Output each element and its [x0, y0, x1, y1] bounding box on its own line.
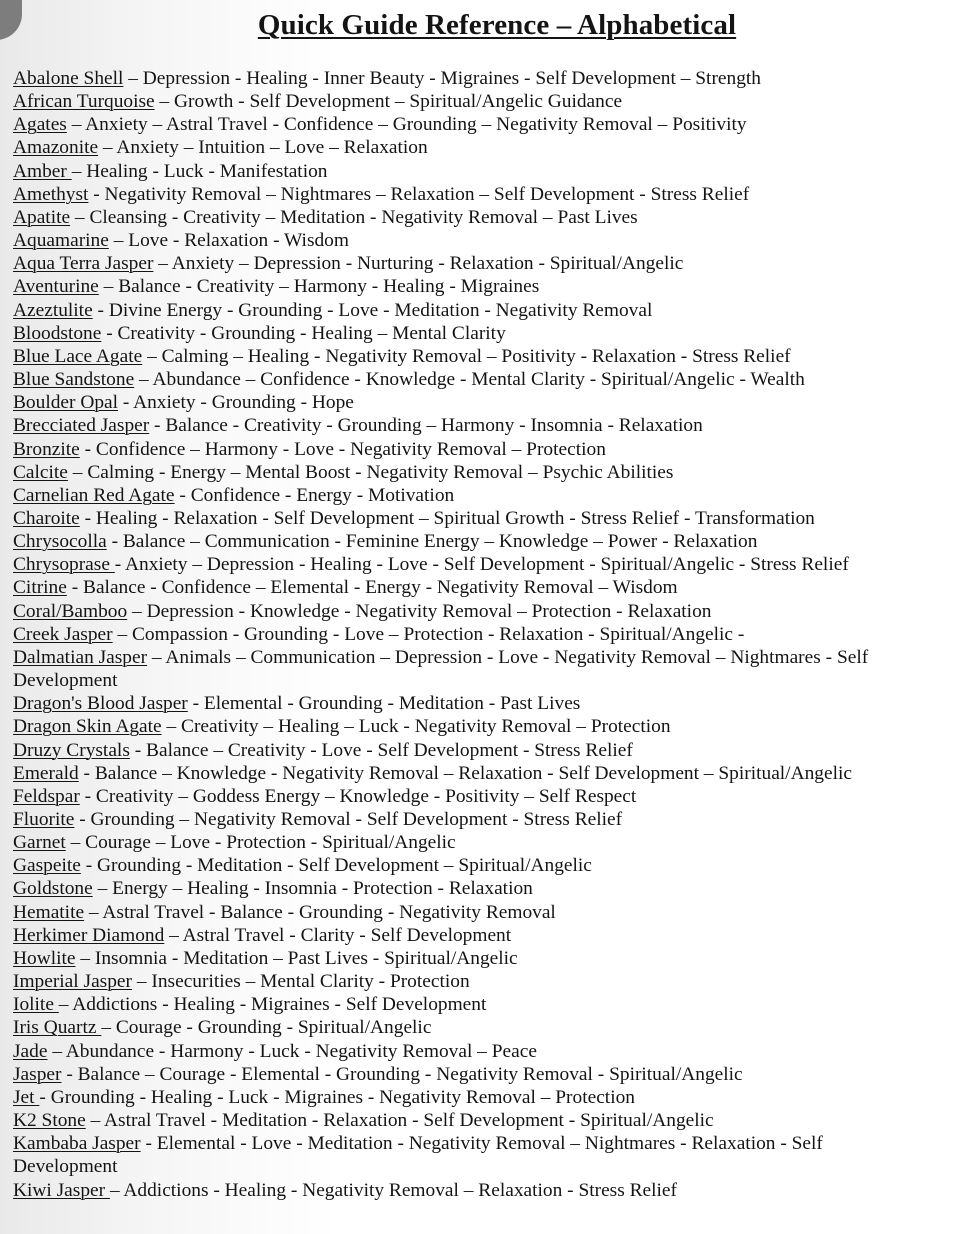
crystal-properties: – Astral Travel - Meditation - Relaxation - Self Development - Spiritual/Angelic	[85, 1110, 714, 1132]
list-item	[13, 924, 918, 947]
list-item	[13, 530, 918, 553]
crystal-properties: - Balance – Courage - Elemental - Grounding - Negativity Removal - Spiritual/Angelic	[61, 1063, 743, 1085]
crystal-properties: - Anxiety – Depression - Healing - Love - Self Development - Spiritual/Angelic - Stress Relief	[114, 554, 849, 576]
list-item	[13, 391, 918, 414]
crystal-name: Charoite	[13, 507, 80, 529]
crystal-properties: - Grounding – Negativity Removal - Self Development - Stress Relief	[74, 809, 623, 830]
crystal-properties: – Calming - Energy – Mental Boost - Negativity Removal – Psychic Abilities	[67, 461, 674, 483]
crystal-name: Kiwi Jasper	[13, 1179, 110, 1201]
crystal-properties: – Addictions - Healing - Negativity Removal – Relaxation - Stress Relief	[109, 1179, 677, 1201]
crystal-properties: - Confidence - Energy - Motivation	[174, 484, 455, 506]
list-item	[13, 762, 918, 785]
list-item	[13, 1063, 918, 1086]
list-item	[13, 715, 918, 738]
crystal-properties: – Anxiety – Astral Travel - Confidence – Grounding – Negativity Removal – Positivity	[66, 114, 747, 136]
crystal-name: Emerald	[13, 762, 79, 784]
list-item	[13, 229, 918, 252]
crystal-name: Calcite	[13, 461, 68, 483]
crystal-properties: – Astral Travel - Balance - Grounding - Negativity Removal	[84, 901, 556, 923]
crystal-properties: - Elemental - Grounding - Meditation - Past Lives	[187, 693, 581, 715]
list-item	[13, 1109, 918, 1132]
crystal-properties: – Love - Relaxation - Wisdom	[108, 230, 349, 252]
list-item	[13, 67, 918, 90]
list-item	[13, 484, 918, 507]
crystal-properties: – Addictions - Healing - Migraines - Self Development	[58, 994, 487, 1016]
crystal-name: Agates	[13, 114, 67, 136]
list-item	[13, 947, 918, 970]
crystal-properties: - Balance - Confidence – Elemental - Energy - Negativity Removal – Wisdom	[66, 577, 678, 599]
crystal-name: Garnet	[13, 832, 66, 854]
crystal-name: Jasper	[13, 1063, 62, 1085]
list-item	[13, 901, 918, 924]
crystal-name: Imperial Jasper	[13, 971, 132, 993]
crystal-name: Abalone Shell	[13, 68, 124, 89]
crystal-name: Dragon Skin Agate	[13, 716, 162, 738]
crystal-properties: - Negativity Removal – Nightmares – Relaxation – Self Development - Stress Relief	[88, 183, 750, 205]
crystal-name: Herkimer Diamond	[13, 924, 165, 946]
crystal-properties: – Insomnia - Meditation – Past Lives - Spiritual/Angelic	[75, 947, 518, 969]
crystal-properties: – Anxiety – Intuition – Love – Relaxation	[98, 137, 428, 159]
list-item	[13, 507, 918, 530]
crystal-properties: – Creativity – Healing – Luck - Negativity Removal – Protection	[161, 716, 671, 738]
crystal-name: Bloodstone	[13, 322, 102, 344]
crystal-name: Bronzite	[13, 438, 80, 460]
list-item	[13, 1086, 918, 1109]
list-item	[13, 345, 918, 368]
crystal-name: Creek Jasper	[13, 623, 113, 645]
crystal-name: Iolite	[13, 994, 59, 1016]
crystal-properties: – Calming – Healing - Negativity Removal – Positivity - Relaxation - Stress Relief	[142, 345, 791, 367]
list-item	[13, 275, 918, 298]
crystal-properties: - Balance – Knowledge - Negativity Removal – Relaxation - Self Development – Spiritual/Angelic	[78, 762, 852, 784]
crystal-name: Brecciated Jasper	[13, 415, 150, 437]
crystal-name: Blue Lace Agate	[13, 345, 143, 367]
crystal-properties: – Abundance – Confidence - Knowledge - Mental Clarity - Spiritual/Angelic - Wealth	[134, 369, 805, 391]
crystal-name: Azeztulite	[13, 299, 93, 321]
crystal-name: Hematite	[13, 901, 85, 923]
crystal-name: Chrysocolla	[13, 531, 107, 553]
crystal-name: Chrysoprase	[13, 554, 115, 576]
crystal-properties: - Elemental - Love - Meditation - Negativity Removal – Nightmares - Relaxation - Self Development	[13, 1133, 823, 1178]
crystal-properties: - Grounding - Meditation - Self Development – Spiritual/Angelic	[80, 855, 592, 877]
crystal-properties: – Compassion - Grounding - Love – Protection - Relaxation - Spiritual/Angelic -	[112, 623, 745, 645]
crystal-properties: - Balance – Creativity - Love - Self Development - Stress Relief	[129, 739, 633, 761]
crystal-name: Howlite	[13, 947, 76, 969]
list-item	[13, 322, 918, 345]
list-item	[13, 739, 918, 762]
list-item	[13, 1040, 918, 1063]
crystal-name: Citrine	[13, 577, 67, 599]
crystal-name: Aquamarine	[13, 230, 109, 252]
list-item	[13, 252, 918, 275]
list-item	[13, 553, 918, 576]
crystal-name: Amber	[13, 160, 72, 182]
list-item	[13, 854, 918, 877]
crystal-name: Jet	[13, 1086, 40, 1108]
list-item	[13, 438, 918, 461]
list-item	[13, 461, 918, 484]
crystal-name: Druzy Crystals	[13, 739, 130, 761]
crystal-name: Aqua Terra Jasper	[13, 253, 154, 275]
crystal-properties: – Energy – Healing - Insomnia - Protection - Relaxation	[92, 878, 533, 900]
list-item	[13, 785, 918, 808]
crystal-properties: - Confidence – Harmony - Love - Negativity Removal – Protection	[79, 438, 606, 460]
crystal-properties: – Balance - Creativity – Harmony - Healing - Migraines	[98, 276, 540, 298]
crystal-name: Coral/Bamboo	[13, 600, 128, 622]
crystal-properties: – Courage – Love - Protection - Spiritual/Angelic	[65, 832, 456, 854]
list-item	[13, 646, 918, 692]
list-item	[13, 113, 918, 136]
list-item	[13, 1016, 918, 1039]
crystal-name: Gaspeite	[13, 855, 81, 877]
list-item	[13, 1179, 918, 1202]
crystal-name: Dragon's Blood Jasper	[13, 693, 188, 715]
crystal-properties: - Divine Energy - Grounding - Love - Meditation - Negativity Removal	[92, 299, 653, 321]
crystal-name: Goldstone	[13, 878, 93, 900]
list-item	[13, 299, 918, 322]
crystal-name: Fluorite	[13, 809, 75, 830]
crystal-properties: – Anxiety – Depression - Nurturing - Relaxation - Spiritual/Angelic	[153, 253, 684, 275]
crystal-properties: – Abundance - Harmony - Luck - Negativity Removal – Peace	[47, 1040, 537, 1062]
page-title: Quick Guide Reference – Alphabetical	[257, 9, 737, 41]
list-item	[13, 414, 918, 437]
crystal-name: Amazonite	[13, 137, 99, 159]
list-item	[13, 970, 918, 993]
list-item	[13, 136, 918, 159]
crystal-properties: - Creativity - Grounding - Healing – Mental Clarity	[101, 322, 506, 344]
crystal-properties: – Insecurities – Mental Clarity - Protection	[132, 971, 470, 993]
crystal-properties: - Creativity – Goddess Energy – Knowledge - Positivity – Self Respect	[79, 785, 637, 807]
crystal-properties: - Anxiety - Grounding - Hope	[118, 392, 354, 414]
crystal-properties: - Grounding - Healing - Luck - Migraines - Negativity Removal – Protection	[39, 1086, 635, 1108]
list-item	[13, 993, 918, 1016]
crystal-name: Kambaba Jasper	[13, 1133, 141, 1155]
crystal-properties: – Growth - Self Development – Spiritual/Angelic Guidance	[154, 91, 623, 113]
list-item	[13, 623, 918, 646]
crystal-name: Dalmatian Jasper	[13, 646, 148, 668]
crystal-properties: – Animals – Communication – Depression - Love - Negativity Removal – Nightmares - Self Development	[13, 646, 869, 692]
list-item	[13, 692, 918, 715]
list-item	[13, 600, 918, 623]
list-item	[13, 183, 918, 206]
list-item	[13, 808, 918, 831]
crystal-list	[13, 67, 918, 1202]
crystal-properties: – Astral Travel - Clarity - Self Development	[164, 924, 512, 946]
crystal-name: Blue Sandstone	[13, 369, 135, 391]
list-item	[13, 368, 918, 391]
crystal-name: Apatite	[13, 206, 71, 228]
crystal-properties: - Balance - Creativity - Grounding – Harmony - Insomnia - Relaxation	[149, 415, 703, 437]
list-item	[13, 877, 918, 900]
crystal-name: African Turquoise	[13, 91, 155, 113]
crystal-name: K2 Stone	[13, 1110, 86, 1132]
list-item	[13, 1132, 918, 1178]
crystal-name: Iris Quartz	[13, 1017, 102, 1039]
list-item	[13, 160, 918, 183]
list-item	[13, 206, 918, 229]
crystal-properties: – Cleansing - Creativity – Meditation - Negativity Removal – Past Lives	[70, 206, 638, 228]
crystal-name: Amethyst	[13, 183, 89, 205]
crystal-properties: – Courage - Grounding - Spiritual/Angelic	[101, 1017, 432, 1039]
crystal-name: Boulder Opal	[13, 392, 119, 414]
crystal-name: Jade	[13, 1040, 48, 1062]
crystal-properties: – Healing - Luck - Manifestation	[71, 160, 328, 182]
crystal-properties: - Balance – Communication - Feminine Energy – Knowledge – Power - Relaxation	[106, 531, 758, 553]
crystal-name: Aventurine	[13, 276, 99, 298]
crystal-properties: – Depression - Knowledge - Negativity Removal – Protection - Relaxation	[127, 600, 712, 622]
crystal-name: Carnelian Red Agate	[13, 484, 175, 506]
crystal-properties: - Healing - Relaxation - Self Development – Spiritual Growth - Stress Relief - Transformation	[79, 507, 815, 529]
crystal-name: Feldspar	[13, 785, 80, 807]
list-item	[13, 576, 918, 599]
list-item	[13, 90, 918, 113]
crystal-properties: – Depression - Healing - Inner Beauty - Migraines - Self Development – Strength	[123, 68, 761, 89]
list-item	[13, 831, 918, 854]
